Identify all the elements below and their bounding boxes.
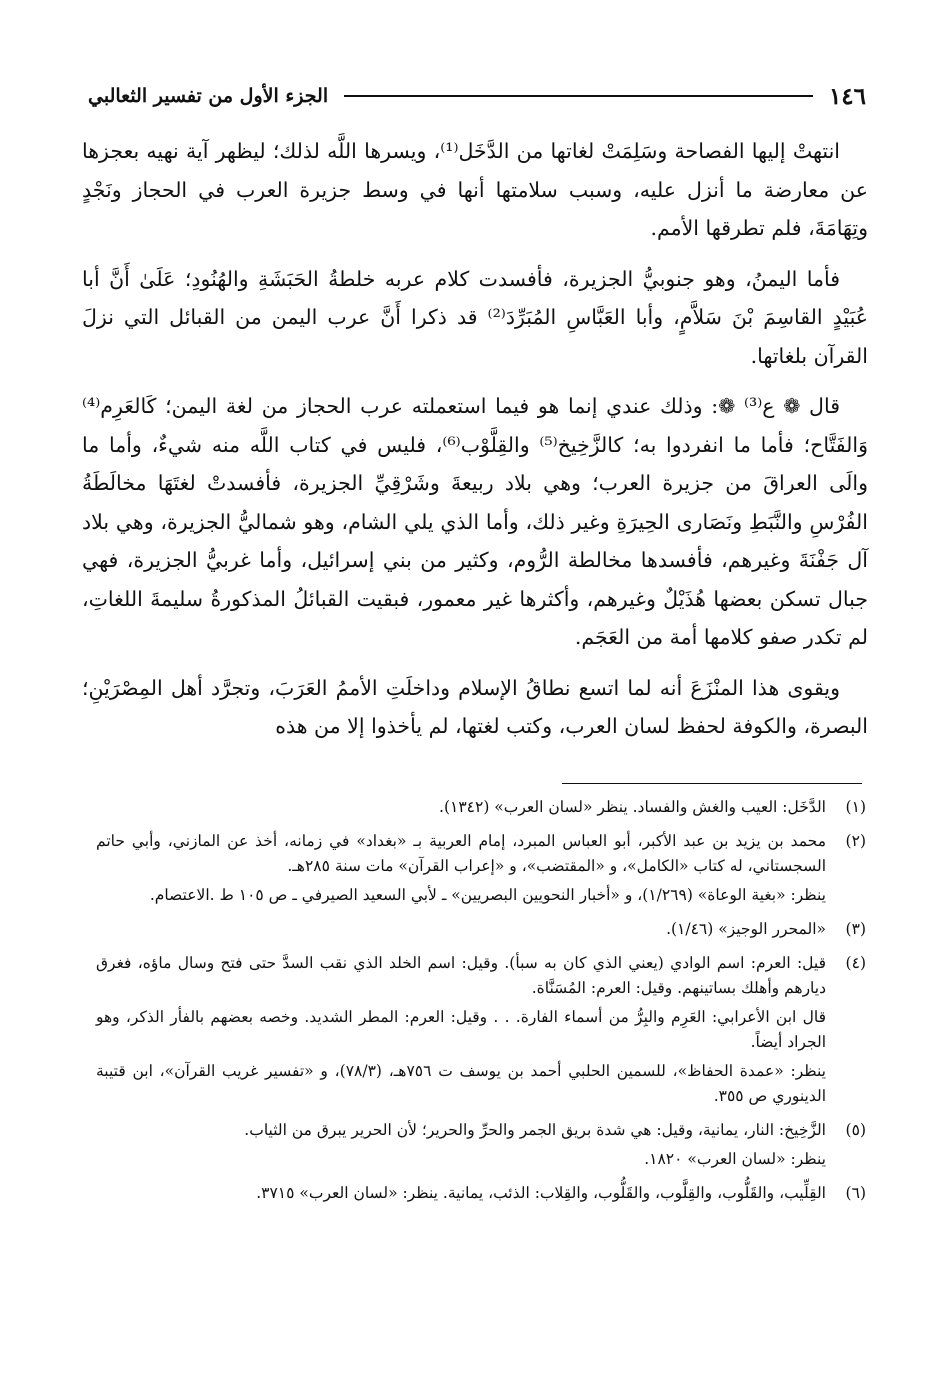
footnote [96, 917, 866, 946]
footnote-text: محمد بن يزيد بن عبد الأكبر، أبو العباس المبرد، إمام العربية بـ «بغداد» في زمانه، أخذ عن المازني، وأبي حاتم السجستاني، له كتاب «الكامل»، و «المقتضب»، و «إعراب القرآن» مات سنة ٢٨٥هـ. [96, 832, 826, 875]
paragraph: قال ❁ ع⁽³⁾ ❁: وذلك عندي إنما هو فيما استعملته عرب الحجاز من لغة اليمن؛ كَالعَرِم⁽⁴⁾ وَالفَتَّاح؛ فأما ما انفردوا به؛ كالزَّخِيخ⁽⁵⁾ والقِلَّوْب⁽⁶⁾، فليس في كتاب اللَّه منه شيءٌ، وأما ما والَى العراقَ من جزيرة العرب؛ وهي بلاد ربيعةَ وشَرْقِيِّ الجزيرة، فأفسدتْ لغتَهَا مخالَطَةُ الفُرْسِ والنَّبَطِ ونَصَارى الحِيرَةِ وغير ذلك، وأما الذي يلي الشام، وهو شماليُّ الجزيرة، وهي بلاد آل جَفْنَةَ وغيرهم، فأفسدها مخالطة الرُّوم، وكثير من بني إسرائيل، وأما غربيُّ الجزيرة، فهي جبال تسكن بعضها هُذَيْلٌ وغيرهم، وأكثرها غير معمور، فبقيت القبائلُ المذكورةُ سليمةَ اللغاتِ، لم تكدر صفو كلامها أمة من العَجَم. [82, 394, 868, 649]
footnote-text: ينظر: «لسان العرب» ١٨٢٠. [644, 1150, 826, 1168]
footnote-text: قيل: العرم: اسم الوادي (يعني الذي كان به سبأ). وقيل: اسم الخلد الذي نقب السدَّ حتى فتح وسال ماؤه، فغرق ديارهم وأهلك بساتينهم. وقيل: العرم: المُسَنَّاة. [96, 954, 826, 997]
footnote-number: (٦) [845, 1184, 866, 1202]
running-title: الجزء الأول من تفسير الثعالبي [88, 85, 329, 107]
footnote-number: (٢) [845, 832, 866, 850]
main-text [82, 132, 868, 758]
footnote [96, 1181, 866, 1210]
footnote-number: (٥) [845, 1121, 866, 1139]
footnote-text: ينظر: «عمدة الحفاظ»، للسمين الحلبي أحمد بن يوسف ت ٧٥٦هـ، (٧٨/٣)، و «تفسير غريب القرآن»، ابن قتيبة الدينوري ص ٣٥٥. [96, 1062, 826, 1105]
footnote-text: ينظر: «بغية الوعاة» (١/٢٦٩)، و «أخبار النحويين البصريين» ـ لأبي السعيد الصيرفي ـ ص ١٠٥ ط .الاعتصام. [149, 886, 826, 904]
paragraph: ويقوى هذا المنْزَعَ أنه لما اتسع نطاقُ الإسلام وداخلَتِ الأممُ العَرَبَ، وتجرَّد أهل المِصْرَيْنِ؛ البصرة، والكوفة لحفظ لسان العرب، وكتب لغتها، لم يأخذوا إلا من هذه [82, 675, 868, 738]
paragraph: انتهتْ إليها الفصاحة وسَلِمَتْ لغاتها من الدَّخَل⁽¹⁾، ويسرها اللَّه لذلك؛ ليظهر آية نهيه بعجزها عن معارضة ما أنزل عليه، وسبب سلامتها أنها في وسط جزيرة العرب في الحجاز ونَجْدٍ وتِهَامَةَ، فلم تطرقها الأمم. [82, 139, 868, 240]
footnote-text: القِلِّيب، والقَلُّوب، والقِلَّوب، والقَلُّوب، والقِلاب: الذئب، يمانية. ينظر: «لسان العرب» ٣٧١٥. [256, 1184, 826, 1202]
footnote-text: «المحرر الوجيز» (١/٤٦). [666, 920, 826, 938]
page-number: ١٤٦ [828, 82, 866, 110]
footnote-number: (٣) [845, 920, 866, 938]
footnote-text: قال ابن الأعرابي: العَرِم والبِرُّ من أسماء الفارة. . . وقيل: العرم: المطر الشديد. وخصه بعضهم بالفأر الذكر، وهو الجراد أيضاً. [96, 1008, 826, 1051]
footnote-number: (٤) [845, 954, 866, 972]
footnote [96, 829, 866, 912]
header-rule [344, 95, 813, 97]
paragraph: فأما اليمنُ، وهو جنوبيُّ الجزيرة، فأفسدت كلام عربه خلطةُ الحَبَشَةِ والهُنُودِ؛ عَلَىٰ أَنَّ أبا عُبَيْدٍ القاسِمَ بْنَ سَلاَّمٍ، وأبا العَبَّاسِ المُبَرِّدَ⁽²⁾ قد ذكرا أَنَّ عرب اليمن من القبائل التي نزلَ القرآن بلغاتها. [82, 266, 868, 368]
footnote-text: الزَّخِيخ: النار، يمانية، وقيل: هي شدة بريق الجمر والحرِّ والحرير؛ لأن الحرير يبرق من الثياب. [244, 1121, 826, 1139]
page-header [88, 74, 866, 118]
footnotes [96, 795, 866, 1215]
footnote [96, 795, 866, 824]
footnote [96, 1118, 866, 1176]
footnote-separator [562, 783, 862, 784]
footnote-text: الدَّخَل: العيب والغش والفساد. ينظر «لسان العرب» (١٣٤٢). [439, 798, 826, 816]
footnote-number: (١) [845, 798, 866, 816]
footnote [96, 951, 866, 1113]
